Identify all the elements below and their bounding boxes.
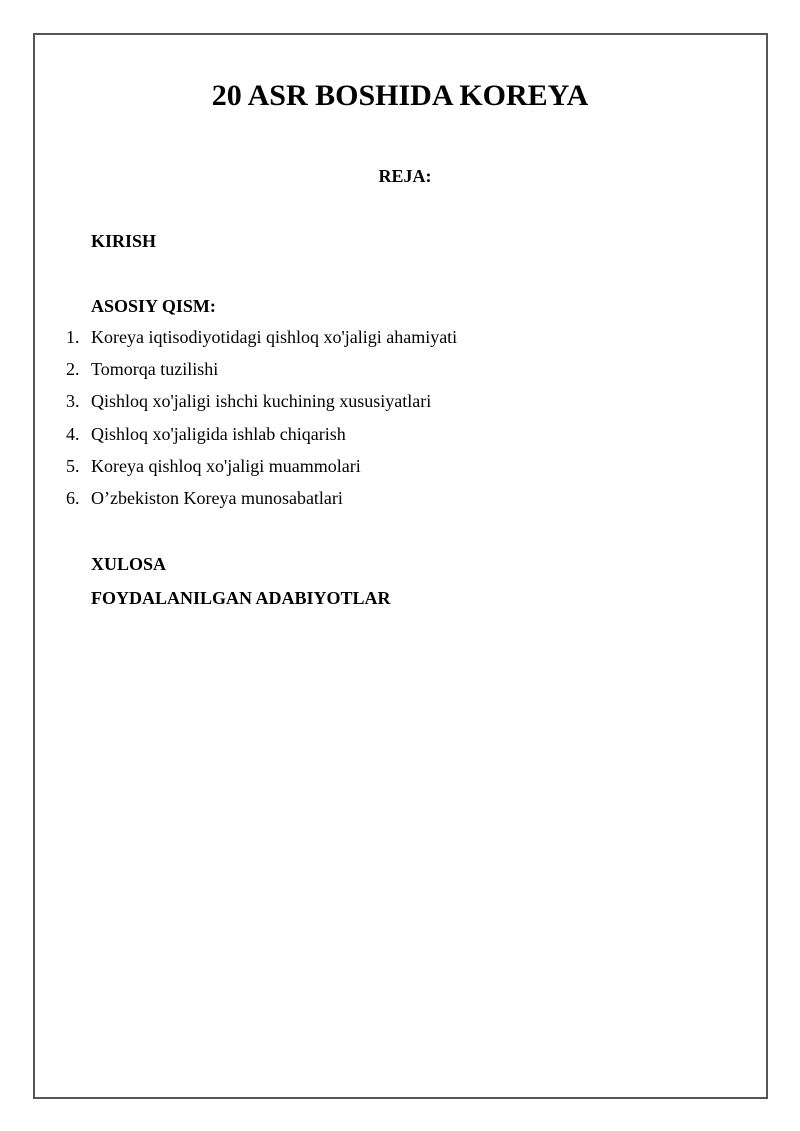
- list-item-number: 3.: [66, 391, 80, 412]
- list-item-number: 5.: [66, 455, 80, 476]
- references-heading: FOYDALANILGAN ADABIYOTLAR: [91, 588, 391, 608]
- list-item-text: Koreya qishloq xo'jaligi muammolari: [91, 455, 361, 476]
- intro-heading: KIRISH: [91, 231, 157, 251]
- list-item-number: 1.: [66, 327, 80, 347]
- list-item-number: 4.: [66, 423, 80, 444]
- list-item-text: Qishloq xo'jaligi ishchi kuchining xususiyatlari: [91, 391, 432, 412]
- list-item-text: Tomorqa tuzilishi: [91, 359, 219, 380]
- list-item-text: Qishloq xo'jaligida ishlab chiqarish: [91, 423, 346, 444]
- list-item-number: 2.: [66, 359, 80, 380]
- list-item-text: O’zbekiston Koreya munosabatlari: [91, 487, 343, 508]
- list-item-number: 6.: [66, 487, 80, 508]
- plan-heading: REJA:: [378, 166, 432, 186]
- list-item: [0, 357, 700, 389]
- conclusion-heading: XULOSA: [91, 554, 167, 574]
- list-item: [0, 454, 700, 486]
- main-part-heading: ASOSIY QISM:: [91, 296, 216, 316]
- plan-list: [0, 325, 700, 518]
- list-item: [0, 486, 700, 518]
- document-title: 20 ASR BOSHIDA KOREYA: [211, 79, 589, 112]
- list-item: [0, 422, 700, 454]
- list-item: [0, 325, 700, 357]
- list-item: [0, 389, 700, 421]
- list-item-text: Koreya iqtisodiyotidagi qishloq xo'jaligi ahamiyati: [91, 327, 458, 347]
